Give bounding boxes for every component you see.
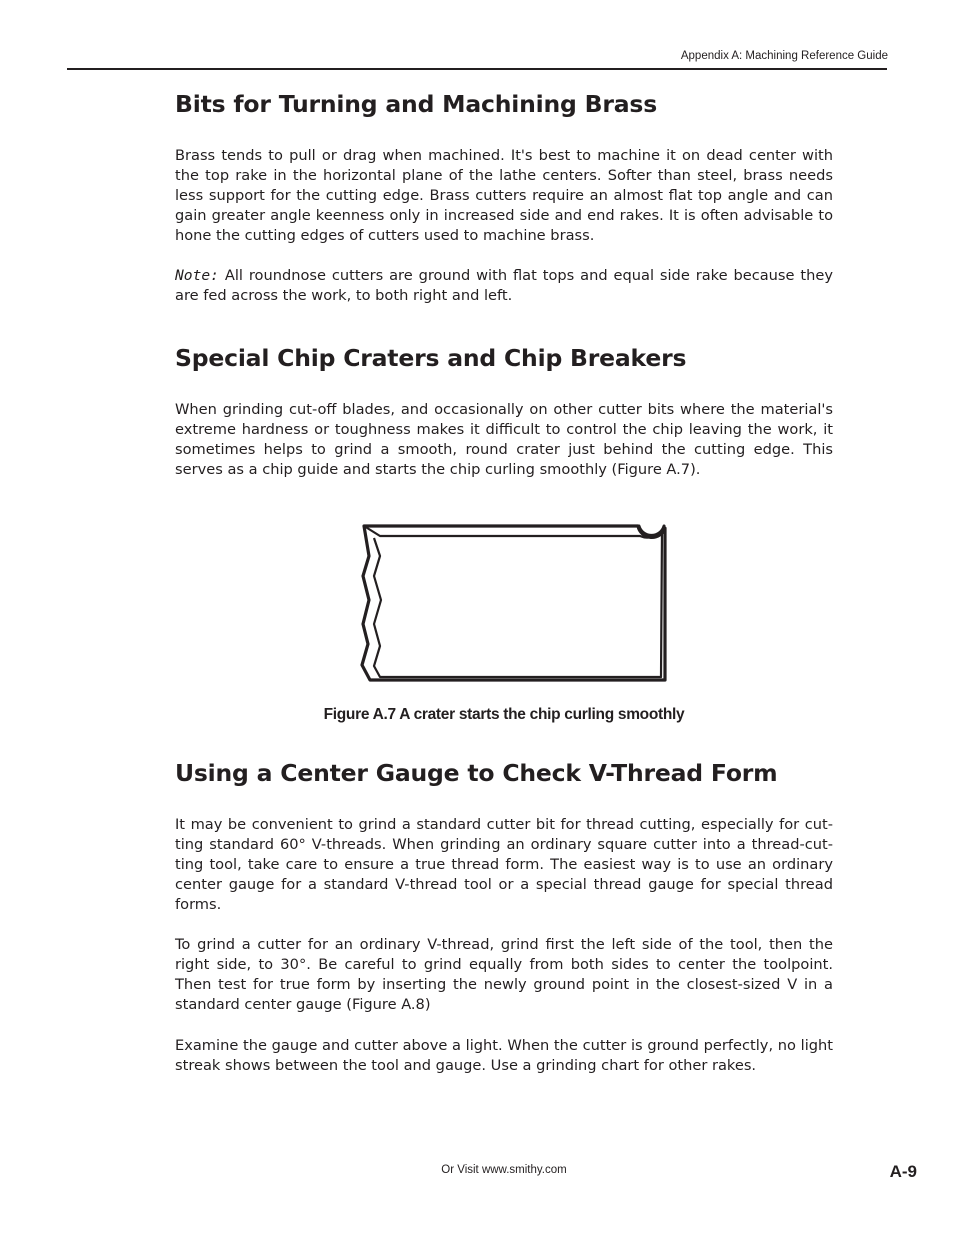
note-text: All roundnose cutters are ground with flat tops and equal side rake because they are fed across the work, to both right and left.: [175, 267, 833, 305]
paragraph-center-gauge-1: It may be convenient to grind a standard cutter bit for thread cutting, especially for cut-ting standard 60° V-threads. When grinding an ordinary square cutter into a thread-cut-ting tool, take care to ensure a true thread form. The easiest way is to use an ordinary center gauge for a standard V-thread tool or a special thread gauge for special thread forms.: [175, 816, 833, 914]
cutter-crater-figure: [358, 520, 672, 686]
note-paragraph: [175, 266, 833, 306]
footer-website: Or Visit www.smithy.com: [441, 1164, 567, 1176]
figure-caption: Figure A.7 A crater starts the chip curling smoothly: [323, 706, 685, 723]
header-rule: [67, 68, 887, 70]
section-title-chip-craters: Special Chip Craters and Chip Breakers: [175, 344, 687, 372]
cutter-outline: [362, 526, 665, 680]
paragraph-center-gauge-3: Examine the gauge and cutter above a light. When the cutter is ground perfectly, no light streak shows between the tool and gauge. Use a grinding chart for other rakes.: [175, 1037, 833, 1075]
paragraph-chip-craters: When grinding cut-off blades, and occasionally on other cutter bits where the material's extreme hardness or toughness makes it difficult to control the chip leaving the work, it sometimes helps to grind a smooth, round crater just behind the cutting edge. This serves as a chip guide and starts the chip curling smoothly (Figure A.7).: [175, 401, 833, 479]
running-head: Appendix A: Machining Reference Guide: [680, 50, 888, 62]
note-label: Note:: [175, 267, 219, 284]
paragraph-center-gauge-2: To grind a cutter for an ordinary V-thread, grind first the left side of the tool, then the right side, to 30°. Be careful to grind equally from both sides to center the toolpoint. Then test for true form by inserting the newly ground point in the closest-sized V in a standard center gauge (Figure A.8): [175, 936, 833, 1014]
paragraph-brass: Brass tends to pull or drag when machined. It's best to machine it on dead center with the top rake in the horizontal plane of the lathe centers. Softer than steel, brass needs less support for the cutting edge. Brass cutters require an almost flat top angle and can gain greater angle keenness only in increased side and end rakes. It is often advisable to hone the cutting edges of cutters used to machine brass.: [175, 147, 833, 245]
page-number: A-9: [889, 1162, 917, 1181]
section-title-brass: Bits for Turning and Machining Brass: [175, 90, 657, 118]
section-title-center-gauge: Using a Center Gauge to Check V-Thread Form: [175, 759, 778, 787]
